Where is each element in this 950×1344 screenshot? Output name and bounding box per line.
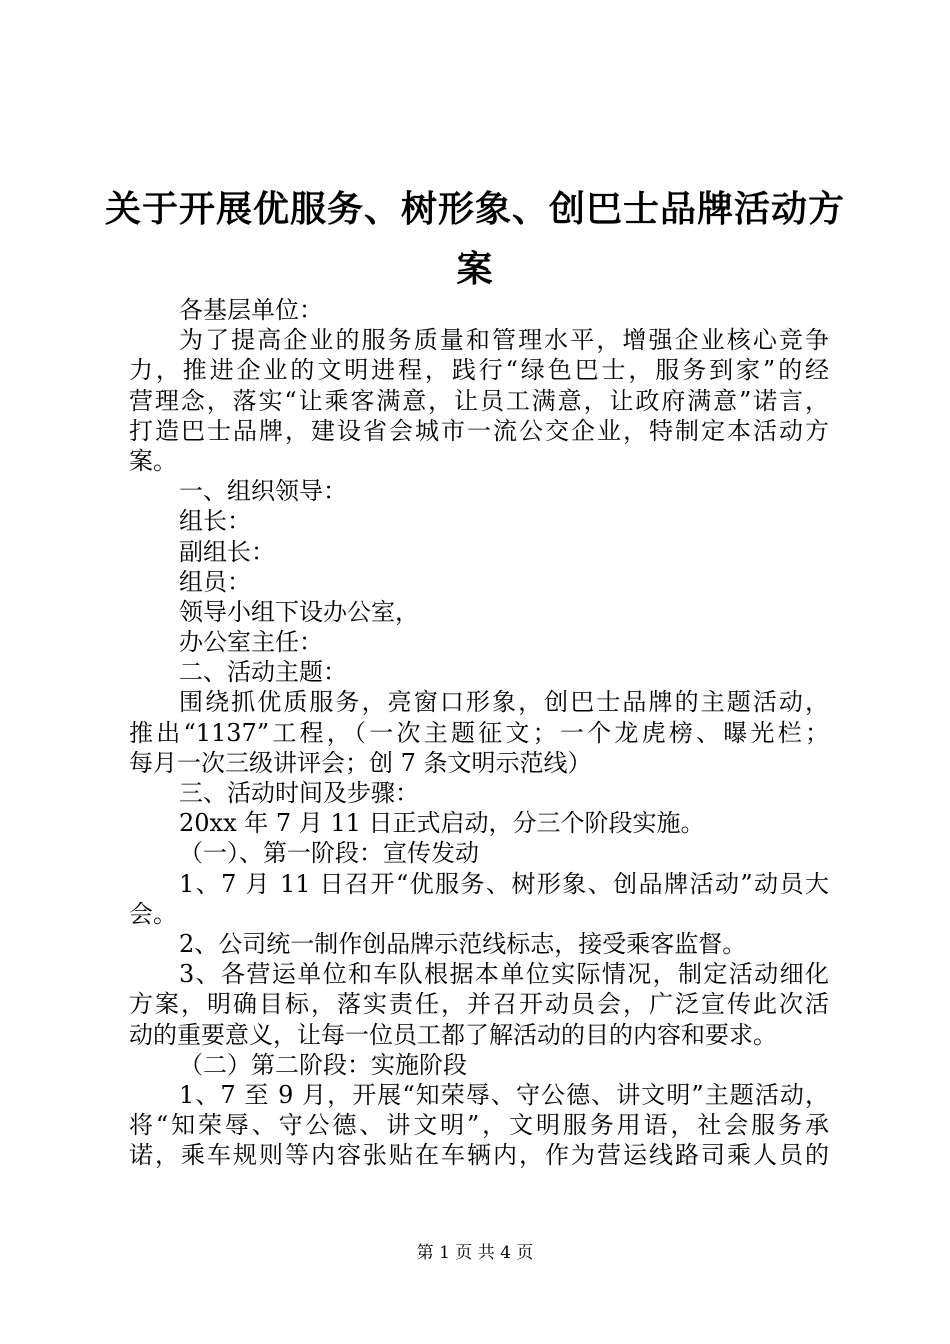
paragraph-line: 副组长： — [179, 537, 275, 566]
document-title-line-2: 案 — [456, 249, 494, 290]
document-body — [129, 295, 829, 1170]
section-heading: 二、活动主题： — [179, 658, 347, 687]
paragraph-line: 方案，明确目标，落实责任，并召开动员会，广泛宣传此次活 — [129, 990, 829, 1019]
salutation: 各基层单位： — [179, 296, 323, 324]
section-heading: 一、组织领导： — [179, 477, 347, 506]
paragraph-line: 领导小组下设办公室， — [179, 597, 419, 626]
paragraph-line: 诺，乘车规则等内容张贴在车辆内，作为营运线路司乘人员的 — [129, 1141, 829, 1170]
paragraph-line: 组长： — [179, 507, 251, 536]
paragraph-line: 组员： — [179, 567, 251, 596]
paragraph-line: 会。 — [129, 899, 177, 928]
paragraph-line: 动的重要意义，让每一位员工都了解活动的目的内容和要求。 — [129, 1020, 777, 1049]
paragraph-line: 每月一次三级讲评会；创 7 条文明示范线） — [129, 748, 592, 777]
paragraph-line: 1、7 月 11 日召开“优服务、树形象、创品牌活动”动员大 — [179, 869, 829, 898]
paragraph-line: 办公室主任： — [179, 628, 323, 657]
paragraph-line: 案。 — [129, 446, 177, 475]
paragraph-line: 1、7 至 9 月，开展“知荣辱、守公德、讲文明”主题活动， — [179, 1080, 829, 1109]
section-heading: 三、活动时间及步骤： — [179, 779, 419, 807]
paragraph-line: 2、公司统一制作创品牌示范线标志，接受乘客监督。 — [179, 929, 747, 958]
paragraph-line: 将“知荣辱、守公德、讲文明”，文明服务用语，社会服务承 — [129, 1111, 829, 1140]
paragraph-line: 推出“1137”工程，（一次主题征文；一个龙虎榜、曝光栏； — [129, 718, 829, 747]
paragraph-line: 为了提高企业的服务质量和管理水平，增强企业核心竞争 — [179, 326, 829, 355]
paragraph-line: 3、各营运单位和车队根据本单位实际情况，制定活动细化 — [179, 960, 829, 989]
paragraph-line: 营理念，落实“让乘客满意，让员工满意，让政府满意”诺言， — [129, 386, 829, 415]
subsection-heading: （一）、第一阶段：宣传发动 — [179, 839, 479, 868]
paragraph-line: 围绕抓优质服务，亮窗口形象，创巴士品牌的主题活动， — [179, 688, 829, 717]
paragraph-line: 力，推进企业的文明进程，践行“绿色巴士，服务到家”的经 — [129, 356, 829, 385]
subsection-heading: （二）第二阶段：实施阶段 — [179, 1050, 467, 1079]
page-number-footer: 第 1 页 共 4 页 — [416, 1243, 534, 1263]
paragraph-line: 打造巴士品牌，建设省会城市一流公交企业，特制定本活动方 — [129, 416, 829, 445]
document-title-line-1: 关于开展优服务、树形象、创巴士品牌活动方 — [104, 189, 845, 230]
paragraph-line: 20xx 年 7 月 11 日正式启动，分三个阶段实施。 — [179, 809, 705, 838]
